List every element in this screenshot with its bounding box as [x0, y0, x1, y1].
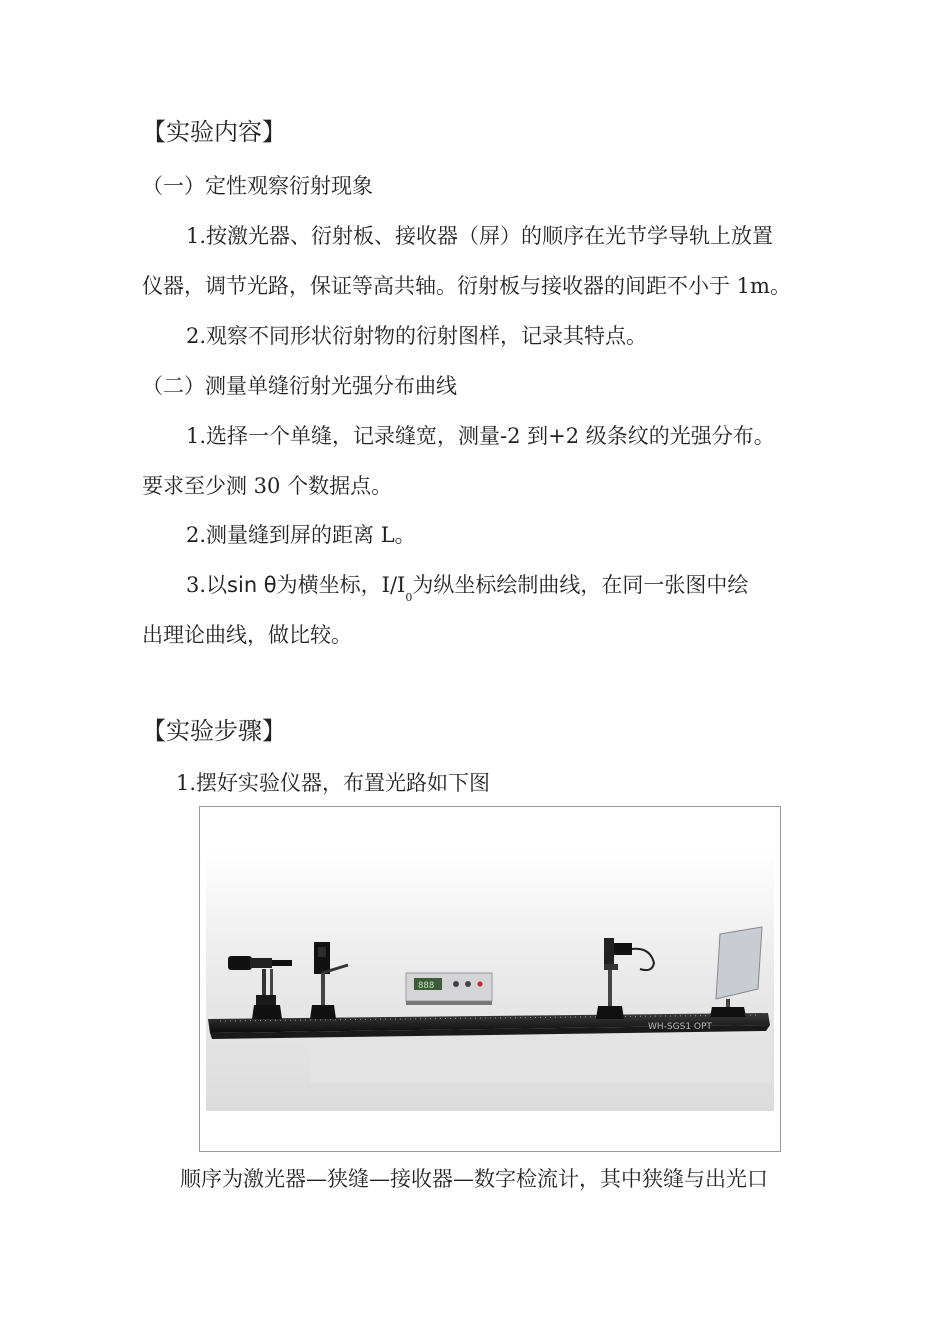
- steps-heading: 【实验步骤】: [142, 717, 286, 745]
- part1-title: （一）定性观察衍射现象: [142, 174, 373, 198]
- sin-theta-symbol: sin θ: [227, 573, 277, 597]
- item3-suffix: 为纵坐标绘制曲线，在同一张图中绘: [412, 573, 749, 597]
- apparatus-photo: [199, 806, 781, 1152]
- part1-item1-line1: 1.按激光器、衍射板、接收器（屏）的顺序在光节学导轨上放置: [186, 224, 774, 248]
- rail-reflection: [310, 1043, 770, 1083]
- part2-item1-line2: 要求至少测 30 个数据点。: [142, 474, 393, 498]
- part2-item3-line1: [186, 571, 748, 603]
- apparatus-caption: 顺序为激光器—狭缝—接收器—数字检流计，其中狭缝与出光口: [180, 1167, 768, 1191]
- digital-galvanometer-icon: [406, 971, 492, 1005]
- part2-item3-line2: 出理论曲线，做比较。: [142, 623, 352, 647]
- item3-prefix: 3.以: [186, 573, 228, 597]
- part1-item2: 2.观察不同形状衍射物的衍射图样，记录其特点。: [186, 324, 648, 348]
- content-heading: 【实验内容】: [142, 118, 286, 146]
- part2-item1-line1: 1.选择一个单缝，记录缝宽，测量-2 到+2 级条纹的光强分布。: [186, 424, 775, 448]
- step1: 1.摆好实验仪器，布置光路如下图: [176, 771, 491, 795]
- intensity-subscript: 0: [405, 591, 413, 604]
- item3-mid: 为横坐标，I/I: [276, 573, 406, 597]
- optical-bench-illustration: [200, 807, 780, 1151]
- part2-title: （二）测量单缝衍射光强分布曲线: [142, 374, 457, 398]
- part1-item1-line2: 仪器，调节光路，保证等高共轴。衍射板与接收器的间距不小于 1m。: [142, 274, 791, 298]
- part2-item2: 2.测量缝到屏的距离 L。: [186, 523, 416, 547]
- galvanometer-readout: 888: [418, 981, 435, 991]
- photo-watermark: WH-SGS1 OPT: [648, 1022, 712, 1032]
